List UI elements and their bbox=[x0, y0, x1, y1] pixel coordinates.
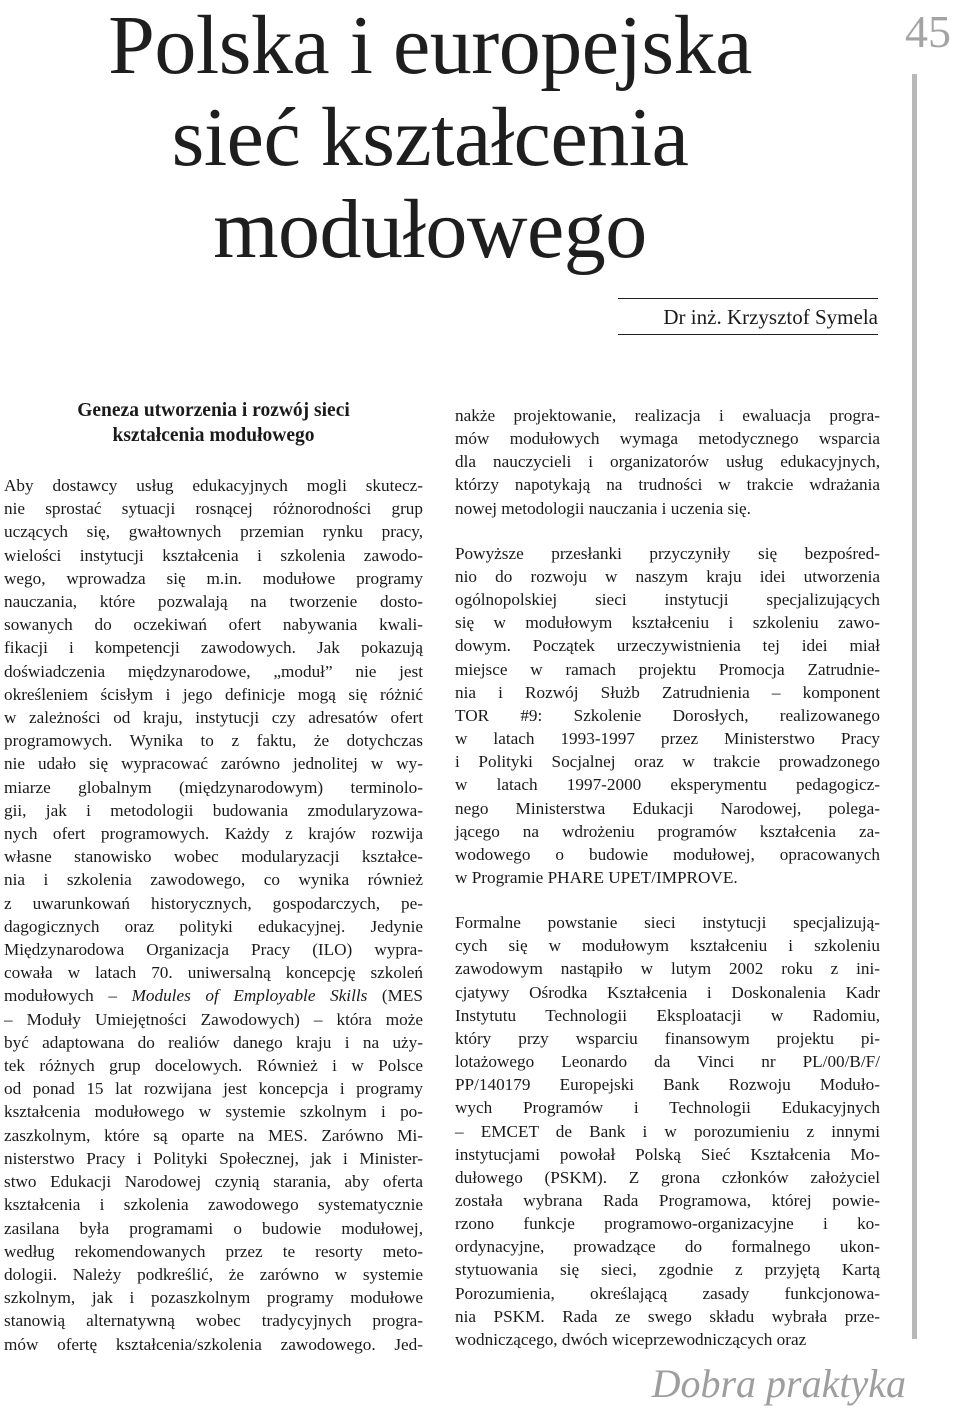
text-line: została wybrana Rada Programowa, której powie- bbox=[455, 1191, 880, 1210]
text-line: miarze globalnym (międzynarodowym) terminolo- bbox=[4, 777, 423, 797]
text-line: w Programie PHARE UPET/IMPROVE. bbox=[455, 867, 738, 887]
text-line: w zależności od kraju, instytucji czy adresatów ofert bbox=[4, 708, 423, 728]
text-line: mów ofertę kształcenia/szkolenia zawodowego. Jed- bbox=[4, 1334, 423, 1354]
title-line: modułowego bbox=[213, 183, 647, 276]
text-line: rzono funkcje programowo-organizacyjne i ko- bbox=[455, 1214, 880, 1234]
article-title bbox=[0, 0, 860, 276]
text-line: własne stanowisko wobec modularyzacji kształce- bbox=[4, 847, 423, 867]
text-line: wodniczącego, dwóch wiceprzewodniczących oraz bbox=[455, 1329, 807, 1349]
page-number: 45 bbox=[905, 6, 951, 57]
paragraph bbox=[455, 404, 880, 520]
text-line: w latach 1993-1997 przez Ministerstwo Pracy bbox=[455, 729, 880, 749]
text-line: miejsce w ramach projektu Promocja Zatrudnie- bbox=[455, 659, 880, 679]
title-line: sieć kształcenia bbox=[171, 91, 689, 184]
text-line: dla nauczycieli i organizatorów usług edukacyjnych, bbox=[455, 452, 880, 472]
author-name: Dr inż. Krzysztof Symela bbox=[663, 305, 878, 329]
text-line: Aby dostawcy usług edukacyjnych mogli skutecz- bbox=[4, 476, 423, 495]
text-line: cych się w modułowym kształceniu i szkoleniu bbox=[455, 936, 880, 956]
text-line: gii, jak i metodologii budowania zmodularyzowa- bbox=[4, 800, 423, 820]
text-line: cjatywy Ośrodka Kształcenia i Doskonalenia Kadr bbox=[455, 982, 880, 1002]
text-line: nisterstwo Pracy i Polityki Społecznej, jak i Minister- bbox=[4, 1148, 423, 1168]
text-line: nakże projektowanie, realizacja i ewaluacja progra- bbox=[455, 406, 880, 425]
text-line bbox=[4, 984, 423, 1007]
text-line: wych Programów i Technologii Edukacyjnych bbox=[455, 1098, 880, 1118]
paragraph bbox=[455, 542, 880, 889]
text-line: wielości instytucji kształcenia i szkolenia zawodo- bbox=[4, 545, 423, 565]
text-line: nego Ministerstwa Edukacji Narodowej, polega- bbox=[455, 798, 880, 818]
text-line: cowała w latach 70. uniwersalną koncepcję szkoleń bbox=[4, 963, 423, 983]
text-line: instytucjami powołał Polską Sieć Kształcenia Mo- bbox=[455, 1144, 880, 1164]
text-line: TOR #9: Szkolenie Dorosłych, realizowanego bbox=[455, 705, 880, 725]
text-line: dowym. Początek urzeczywistnienia tej idei miał bbox=[455, 636, 880, 656]
text-line: Międzynarodowa Organizacja Pracy (ILO) wypra- bbox=[4, 940, 423, 960]
text-line: szkolnym, jak i pozaszkolnym programy modułowe bbox=[4, 1288, 423, 1308]
text-line: fikacji i kompetencji zawodowych. Jak pokazują bbox=[4, 638, 423, 658]
title-line: Polska i europejska bbox=[108, 0, 752, 92]
text-line: tek różnych grup docelowych. Również i w Polsce bbox=[4, 1056, 423, 1076]
margin-bar bbox=[912, 74, 917, 1339]
text-line: nie sprostać sytuacji rosnącej różnorodności grup bbox=[4, 499, 423, 519]
text-line: być adaptowana do realiów danego kraju i na uży- bbox=[4, 1032, 423, 1052]
text-line: wodowego o budowie modułowej, opracowanych bbox=[455, 844, 880, 864]
text-line: którzy napotykają na trudności w trakcie wdrażania bbox=[455, 475, 880, 495]
text-line: Porozumienia, określającą zasady funkcjonowa- bbox=[455, 1283, 880, 1303]
text-line: dologii. Należy podkreślić, że zarówno w systemie bbox=[4, 1264, 423, 1284]
text-line: który przy wsparciu finansowym projektu pi- bbox=[455, 1028, 880, 1048]
text-line: ogólnopolskiej sieci instytucji specjalizujących bbox=[455, 590, 880, 610]
italic-term: Modules of Employable Skills bbox=[131, 986, 368, 1006]
text-line: mów modułowych wymaga metodycznego wsparcia bbox=[455, 429, 880, 449]
text-line: Formalne powstanie sieci instytucji specjalizują- bbox=[455, 913, 880, 933]
text-line: nowej metodologii nauczania i uczenia się. bbox=[455, 498, 751, 518]
text-line: kształcenia i szkolenia zawodowego systematycznie bbox=[4, 1195, 423, 1215]
section-heading bbox=[4, 398, 423, 448]
text-line: ordynacyjne, prowadzące do formalnego ukon- bbox=[455, 1237, 880, 1257]
text-line: zaszkolnym, które są oparte na MES. Zarówno Mi- bbox=[4, 1125, 423, 1145]
text-line: nych ofert programowych. Każdy z krajów rozwija bbox=[4, 824, 423, 844]
text-line: Instytutu Technologii Eksploatacji w Radomiu, bbox=[455, 1005, 880, 1025]
text-line: zawodowym nastąpiło w lutym 2002 roku z ini- bbox=[455, 959, 880, 979]
text-line: uczących się, gwałtownych przemian rynku pracy, bbox=[4, 522, 423, 542]
text-line: sowanych do oczekiwań ofert nabywania kwali- bbox=[4, 615, 423, 635]
text-line: się w modułowym kształceniu i szkoleniu zawo- bbox=[455, 613, 880, 633]
text-line: stwo Edukacji Narodowej czynią starania, aby oferta bbox=[4, 1172, 423, 1192]
text-line: programowych. Wynika to z faktu, że dotychczas bbox=[4, 731, 423, 751]
text-line: nia PSKM. Rada ze swego składu wybrała prze- bbox=[455, 1306, 880, 1326]
section-footer-label: Dobra praktyka bbox=[651, 1361, 906, 1406]
text-line: PP/140179 Europejski Bank Rozwoju Moduło- bbox=[455, 1075, 880, 1095]
text-line: doświadczenia międzynarodowe, „moduł” nie jest bbox=[4, 661, 423, 681]
text-line: – Moduły Umiejętności Zawodowych) – która może bbox=[4, 1009, 423, 1029]
text-line: nia i szkolenia zawodowego, co wynika również bbox=[4, 870, 423, 890]
author-divider-bottom bbox=[618, 334, 878, 335]
text-line: nio do rozwoju w naszym kraju idei utworzenia bbox=[455, 566, 880, 586]
author-divider-top bbox=[618, 298, 878, 299]
paragraph bbox=[455, 911, 880, 1351]
text-line: dułowego (PSKM). Z grona członków założyciel bbox=[455, 1167, 880, 1187]
text-line: Powyższe przesłanki przyczyniły się bezpośred- bbox=[455, 543, 880, 563]
text-line: zasilana była programami o budowie modułowej, bbox=[4, 1218, 423, 1238]
text-fragment: (MES bbox=[367, 986, 423, 1006]
text-line: – EMCET de Bank i w porozumieniu z innymi bbox=[455, 1121, 880, 1141]
text-line: i Polityki Socjalnej oraz w trakcie prowadzonego bbox=[455, 752, 880, 772]
heading-line: kształcenia modułowego bbox=[112, 425, 315, 446]
text-line: według rekomendowanych przez te resorty meto- bbox=[4, 1241, 423, 1261]
text-line: stytuowania się sieci, zgodnie z przyjętą Kartą bbox=[455, 1260, 880, 1280]
text-line: od ponad 15 lat rozwijana jest koncepcja i programy bbox=[4, 1079, 423, 1099]
right-column bbox=[455, 404, 880, 1373]
text-line: lotażowego Leonardo da Vinci nr PL/00/B/F/ bbox=[455, 1052, 880, 1072]
text-line: wego, wprowadza się m.in. modułowe programy bbox=[4, 568, 423, 588]
text-line: stanowią alternatywną wobec tradycyjnych progra- bbox=[4, 1311, 423, 1331]
text-line: nauczania, które pozwalają na tworzenie dosto- bbox=[4, 592, 423, 612]
text-line: w latach 1997-2000 eksperymentu pedagogicz- bbox=[455, 775, 880, 795]
text-line: z uwarunkowań historycznych, gospodarczych, pe- bbox=[4, 893, 423, 913]
heading-line: Geneza utworzenia i rozwój sieci bbox=[77, 400, 350, 421]
text-line: nia i Rozwój Służb Zatrudnienia – komponent bbox=[455, 682, 880, 702]
left-column bbox=[4, 474, 423, 1356]
text-line: nie udało się wypracować zarówno jednolitej w wy- bbox=[4, 754, 423, 774]
text-fragment: modułowych – bbox=[4, 986, 132, 1006]
text-line: określeniem ścisłym i jego definicje mogą się różnić bbox=[4, 684, 423, 704]
text-line: kształcenia modułowego w systemie szkolnym i po- bbox=[4, 1102, 423, 1122]
text-line: jącego na wdrożeniu programów kształcenia za- bbox=[455, 821, 880, 841]
text-line: dagogicznych oraz polityki edukacyjnej. Jedynie bbox=[4, 916, 423, 936]
